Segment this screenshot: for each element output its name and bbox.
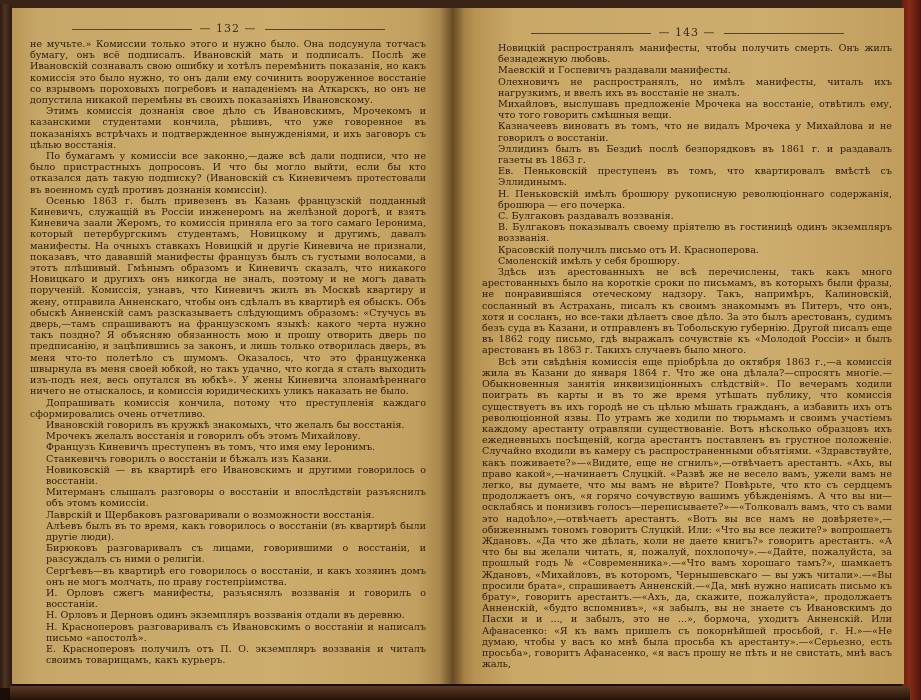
left-paragraph-2: Этимъ комиссія дознанія свое дѣло съ Ивановскимъ, Мрочекомъ и казанскими студентами кончила, рѣшивъ, что уже говоренное въ показаніяхъ встрѣчахъ и подтвержденное вынужденіями, и ихъ заговоръ съ цѣлью восстанія. (30, 106, 426, 151)
left-item-9: Бирюковъ разговаривалъ съ лицами, говорившими о восстаніи, и разсуждалъ съ ними о религіи. (46, 543, 426, 566)
left-item-6: Митерманъ слышалъ разговоры о восстаніи и впослѣдствіи разъяснилъ объ этомъ комиссіи. (46, 487, 426, 510)
left-item-1: Ивановскій говорилъ въ кружкѣ знакомыхъ, что желалъ бы восстанія. (46, 419, 405, 431)
rule-right (724, 33, 844, 34)
right-item-10: В. Булгаковъ показывалъ своему пріятелю въ гостиницѣ одинъ экземпляръ воззванія. (498, 222, 892, 245)
left-page-number (30, 22, 426, 35)
right-item-11: Красовскій получилъ письмо отъ И. Красноперова. (498, 244, 759, 256)
left-item-2: Мрочекъ желалъ восстанія и говорилъ объ этомъ Михайлову. (46, 431, 361, 443)
left-item-3: Французъ Киневичъ преступенъ въ томъ, что имя ему Іеронимъ. (46, 442, 376, 454)
book-bottom-edge (10, 686, 910, 700)
right-item-8: Н. Пеньковскій имѣлъ брошюру рукописную революціоннаго содержанія, брошюра — его почерка. (498, 188, 892, 211)
left-paragraph-3: По бумагамъ у комиссіи все законно,—даже всѣ дали подписи, что не было пристрастныхъ допросовъ. И что бы могло выйти, если бы кто отказался дать такую подписку? (Ивановскій съ Киневичемъ протестовали въ военномъ судѣ противъ дознанія комиссіи). (30, 151, 426, 196)
book-cover-right-edge (902, 0, 921, 700)
right-item-6: Эллидинъ былъ въ Бездиѣ послѣ безпорядковъ въ 1861 г. и раздавалъ газеты въ 1863 г. (498, 143, 892, 167)
left-item-5: Новиковскій — въ квартирѣ его Ивановскимъ и другими говорилось о восстаніи. (46, 464, 426, 487)
rule-right (265, 29, 385, 30)
left-paragraph-4: Осенью 1863 г. былъ привезенъ въ Казань французскій подданный Киневичъ, служащій въ Россіи инженеромъ на желѣзной дорогѣ, и взятъ Киневича заали Жеромъ, то комиссія приняла его за того самаго Іеронима, который петербургскимъ студентамъ, Новицкому и другимъ, давалъ манифесты. На очныхъ ставкахъ Новицкій и другіе Киневича не признали, показавъ, что дававшій манифесты французъ былъ съ густыми волосами, а этотъ плѣшивый. Гмѣнымъ образомъ и Киневичъ сказалъ, что никакого Новицкаго и другихъ онъ никогда не зналъ, поэтому и не могъ давать порученій. Комиссія, узнавъ, что Киневичъ жилъ въ Москвѣ квартиру и жену, отправила Анненскаго, чтобы онъ сдѣлалъ въ квартирѣ ея обыскъ. Объ обыскѣ Анненскій самъ разсказываетъ слѣдующимъ образомъ: «Стучусь въ дверь,—тамъ спрашиваютъ на французскомъ языкѣ: какого черта нужно такъ поздно? Я объясняю обязанность мою и прошу отворить дверь по предписанію, и зацѣпившись за законъ, и лишь только отворилась дверь, въ меня что-то полетѣло съ шумомъ. Оказалось, что это француженка швырнула въ меня своей юбкой, но такъ удачно, что когда я сталъ выходить изъ-подъ нея, весь опутался въ юбкѣ». У жены Киневича злонамѣреннаго ничего не отыскалось, и комиссія юридическихъ уликъ наказать не было. (30, 195, 426, 398)
right-paragraph-2: Всѣ эти свѣдѣнія комиссія еще пріобрѣла до октября 1863 г.,—а комиссія жила въ Казани до января 1864 г. Что же она дѣлала?—спросятъ многіе.—Обыкновенныя занятія инквизиціонныхъ слѣдствій». По вечерамъ ходили поиграть въ карты и въ то же время утѣшать публику, что комиссія существуетъ въ ихъ городѣ не съ цѣлью мѣшать гражданъ, а избавить ихъ отъ революціонной язвы. По утрамъ же ходили по тюрьмамъ и своимъ участіемъ каждому арестанту отравляли существованіе. Вотъ нѣсколько образцовъ ихъ ежедневныхъ посѣщеній, когда арестантъ поставленъ въ грустное положеніе. Случайно входили въ камеру съ распространенными объятіями. «Здравствуйте, какъ поживаете?»—«Видите, еще не сгнилъ»,—отвѣчаетъ арестантъ. «Ахъ, вы право какой»,—начинаетъ Слуцкій. «Развѣ же не весело вамъ, ужели вамъ не легко, вы думаете, что мы вамъ не вѣрите? Повѣрьте, что кто съ сердцемъ продолжаетъ онъ, «я горячо сочувствую вашимъ убѣжденіямъ. А что вы ни—осклабясь и понизивъ голосъ—переписываете?»—«Толковалъ вамъ, что съ вами это надоѣло»,—отвѣчаетъ арестантъ. «Вотъ вы все намъ не довѣряете»,—обиженнымъ тономъ говоритъ Слуцкій. Или: «Что вы все лежите?» вопрошаетъ Ждановъ. «Да что же дѣлать, коли не даете книгъ?» говоритъ арестантъ. «А что бы вы желали читать, я, пожалуй, похлопочу».—«Дайте, пожалуйста, за прошлый годъ № «Современника».—«Что вамъ хорошаго тамъ?», шамкаетъ Ждановъ, «Михайловъ, въ которомъ, Чернышевскаго — вы ужъ читали».—«Вы просили брата», спрашиваетъ Анненскій.—«Да, мнѣ нужно написать письмо къ брату», говоритъ арестантъ.—«Ахъ, да, скажите, пожалуйста», продолжаетъ Анненскій, «будто вспомнивъ», «я забылъ, вы не знаете съ Ивановскимъ до Пасхи и и ..., и забылъ, это не ...», бормоча, уходитъ Анненскій. Или Афанасенко: «Я къ вамъ пришелъ съ покорнѣйшей просьбой, г. Н.»—«Не думаю, чтобы у васъ ко мнѣ была просьба къ арестанту».—«Серьезно, есть просьба», говоритъ Афанасенко, «я васъ прошу не пѣть и не свистать, мнѣ васъ жаль, (482, 356, 892, 671)
book-cover-left-edge (0, 4, 12, 688)
right-item-5: Казначеевъ виноватъ въ томъ, что не видалъ Мрочека у Михайлова и не говорилъ о восстаніи. (498, 121, 892, 144)
right-item-7: Ев. Пеньковскій преступенъ въ томъ, что квартировалъ вмѣстѣ съ Эллидинымъ. (498, 166, 892, 189)
left-paragraph-1: не мучьте.» Комиссии только этого и нужно было. Она подсунула тотчасъ бумагу, онъ всё подписалъ. Ивановскій мать и подписалъ. Послѣ же Ивановскій сознавалъ свою ошибку и хотѣлъ перемѣнить показанія, но какъ комиссія это было нужно, то онъ дали ему сочинить вооруженное восстаніе со взрывомъ пороховыхъ погребовъ и нападеніемъ на Аткарскъ, но онъ не допустила никакой перемѣны въ своихъ показаніяхъ Ивановскому. (30, 39, 426, 107)
left-item-12: Н. Орловъ и Дерновъ одинъ экземпляръ воззванія отдали въ деревню. (46, 610, 405, 622)
right-item-9: С. Булгаковъ раздавалъ воззванія. (498, 211, 674, 223)
right-page-number (482, 26, 892, 39)
rule-left (72, 29, 192, 30)
rule-left (531, 33, 651, 34)
left-item-11: И. Орловъ сжегъ манифесты, разъяснялъ воззванія и говорилъ о восстаніи. (46, 587, 426, 611)
page-number-text: — 132 — (199, 22, 257, 35)
right-item-4: Михайловъ, выслушавъ предложеніе Мрочека на восстаніе, отвѣтилъ ему, что того говорить смѣшныя вещи. (498, 99, 892, 122)
left-item-8: Алѣевъ былъ въ то время, какъ говорилось о восстаніи (въ квартирѣ были другіе люди). (46, 520, 426, 543)
right-page (452, 8, 904, 684)
left-paragraph-5: Допрашивать комиссія кончила, потому что преступленія каждаго сформировались очень отчетливо. (30, 397, 426, 420)
right-item-1: Новицкій распространялъ манифесты, чтобы получить смерть. Онъ жилъ безнадежную любовь. (498, 43, 892, 66)
left-item-10: Сергѣевъ—въ квартирѣ его говорилось о восстаніи, и какъ хозяинъ домъ онъ не могъ молчать, по праву гостепріимства. (46, 565, 426, 588)
right-item-2: Маевскій и Госпевичъ раздавали манифесты. (498, 65, 731, 77)
page-number-text: — 143 — (658, 26, 716, 39)
left-item-14: Е. Красноперовъ получилъ отъ П. О. экземпляръ воззванія и читалъ своимъ товарищамъ, какъ курьеръ. (46, 643, 426, 667)
left-page (12, 8, 452, 684)
right-paragraph-1: Здѣсь изъ арестованныхъ не всѣ перечислены, такъ какъ много арестованныхъ было на короткіе сроки по письмамъ, въ которыхъ были фразы, не понравившіяся отеческому надзору. Такъ, напримѣръ, Калиновскій, сосланный въ Астрахань, писалъ къ своимъ знакомымъ въ Питеръ, что онъ, хотя и сосланъ, но все-таки дѣлаетъ свое дѣло. За это былъ арестованъ, судимъ безъ суда въ Казани, и отправленъ въ Тобольскую губернію. Другой писалъ еще въ 1862 году письмо, гдѣ выражалъ сочувствіе къ «Молодой Россіи» и былъ арестованъ въ 1863 г. Такихъ случаевъ было много. (482, 267, 893, 357)
right-item-12: Смоленскій имѣлъ у себя брошюру. (498, 255, 680, 267)
left-item-7: Лаврскій и Щербаковъ разговаривали о возможности восстанія. (46, 509, 375, 521)
right-item-3: Олехновичъ не распространялъ, но имѣлъ манифесты, читалъ ихъ нагрузкимъ, и ввелъ ихъ въ восстаніе не зналъ. (498, 76, 892, 99)
left-item-4: Станкевичъ говорилъ о восстаніи и бѣжалъ изъ Казани. (46, 453, 332, 465)
left-item-13: Н. Красноперовъ разговаривалъ съ Ивановскимъ о восстаніи и написалъ письмо «апостолѣ». (46, 621, 426, 644)
